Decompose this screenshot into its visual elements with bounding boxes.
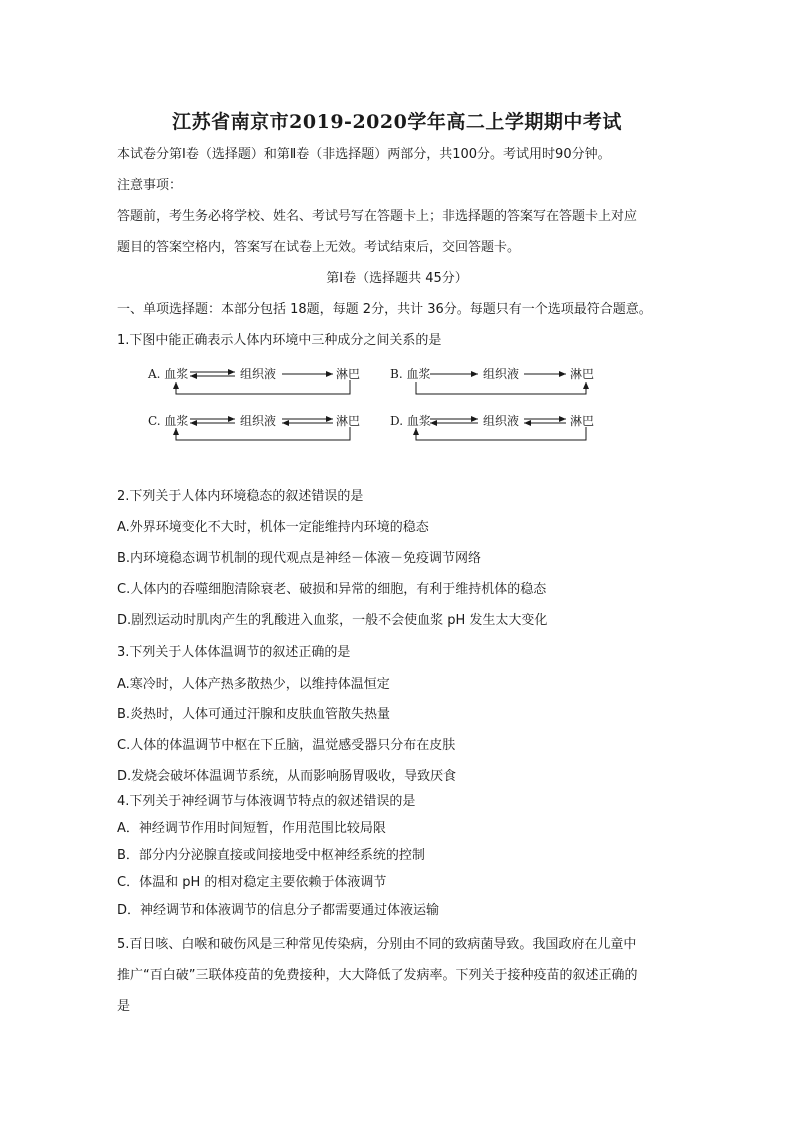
diagram-d-mid: 组织液 <box>483 414 520 428</box>
diagram-a-mid: 组织液 <box>240 367 277 381</box>
section-title: 第Ⅰ卷（选择题共 45分） <box>326 271 468 286</box>
question-2-option-c: C.人体内的吞噬细胞清除衰老、破损和异常的细胞，有利于维持机体的稳态 <box>117 582 547 597</box>
question-3-option-a: A.寒冷时，人体产热多散热少，以维持体温恒定 <box>117 677 390 692</box>
question-3-option-d: D.发烧会破坏体温调节系统，从而影响肠胃吸收，导致厌食 <box>117 769 457 784</box>
question-4-option-d: D．神经调节和体液调节的信息分子都需要通过体液运输 <box>117 903 440 918</box>
question-1-stem: 1.下图中能正确表示人体内环境中三种成分之间关系的是 <box>117 333 442 348</box>
question-5-stem-line: 推广“百白破”三联体疫苗的免费接种，大大降低了发病率。下列关于接种疫苗的叙述正确的 <box>117 968 638 983</box>
question-4-stem: 4.下列关于神经调节与体液调节特点的叙述错误的是 <box>117 794 416 809</box>
question-3-stem: 3.下列关于人体体温调节的叙述正确的是 <box>117 645 351 660</box>
diagram-c-end: 淋巴 <box>336 414 361 428</box>
question-1-diagrams <box>140 360 620 450</box>
diagram-a-start: A. 血浆 <box>148 367 189 381</box>
diagram-b-start: B. 血浆 <box>390 367 431 381</box>
page-title: 江苏省南京市2019-2020学年高二上学期期中考试 <box>172 111 622 133</box>
question-2-option-b: B.内环境稳态调节机制的现代观点是神经－体液－免疫调节网络 <box>117 551 482 566</box>
question-5-stem-line: 5.百日咳、白喉和破伤风是三种常见传染病，分别由不同的致病菌导致。我国政府在儿童中 <box>117 937 637 952</box>
part-one-instructions: 一、单项选择题：本部分包括 18题，每题 2分，共计 36分。每题只有一个选项最符合题意。 <box>117 302 652 317</box>
diagram-c-mid: 组织液 <box>240 414 277 428</box>
notice-line: 答题前，考生务必将学校、姓名、考试号写在答题卡上；非选择题的答案写在答题卡上对应 <box>117 209 638 224</box>
question-4-option-a: A．神经调节作用时间短暂，作用范围比较局限 <box>117 821 386 836</box>
question-4-option-b: B．部分内分泌腺直接或间接地受中枢神经系统的控制 <box>117 848 425 863</box>
diagram-a-end: 淋巴 <box>336 367 361 381</box>
diagram-d-start: D. 血浆 <box>390 414 431 428</box>
diagram-b-end: 淋巴 <box>570 367 595 381</box>
question-3-option-b: B.炎热时，人体可通过汗腺和皮肤血管散失热量 <box>117 707 391 722</box>
notice-line: 题目的答案空格内，答案写在试卷上无效。考试结束后，交回答题卡。 <box>117 240 521 255</box>
diagram-d-end: 淋巴 <box>570 414 595 428</box>
question-2-option-d: D.剧烈运动时肌肉产生的乳酸进入血浆，一般不会使血浆 pH 发生太大变化 <box>117 613 548 628</box>
notice-heading: 注意事项： <box>117 178 183 193</box>
diagram-b-mid: 组织液 <box>483 367 520 381</box>
diagram-c-start: C. 血浆 <box>148 414 189 428</box>
question-2-option-a: A.外界环境变化不大时，机体一定能维持内环境的稳态 <box>117 520 429 535</box>
question-2-stem: 2.下列关于人体内环境稳态的叙述错误的是 <box>117 489 364 504</box>
question-5-stem-line: 是 <box>117 999 131 1014</box>
question-4-option-c: C．体温和 pH 的相对稳定主要依赖于体液调节 <box>117 875 387 890</box>
intro-text: 本试卷分第Ⅰ卷（选择题）和第Ⅱ卷（非选择题）两部分，共100分。考试用时90分钟。 <box>117 147 611 162</box>
question-3-option-c: C.人体的体温调节中枢在下丘脑，温觉感受器只分布在皮肤 <box>117 738 456 753</box>
